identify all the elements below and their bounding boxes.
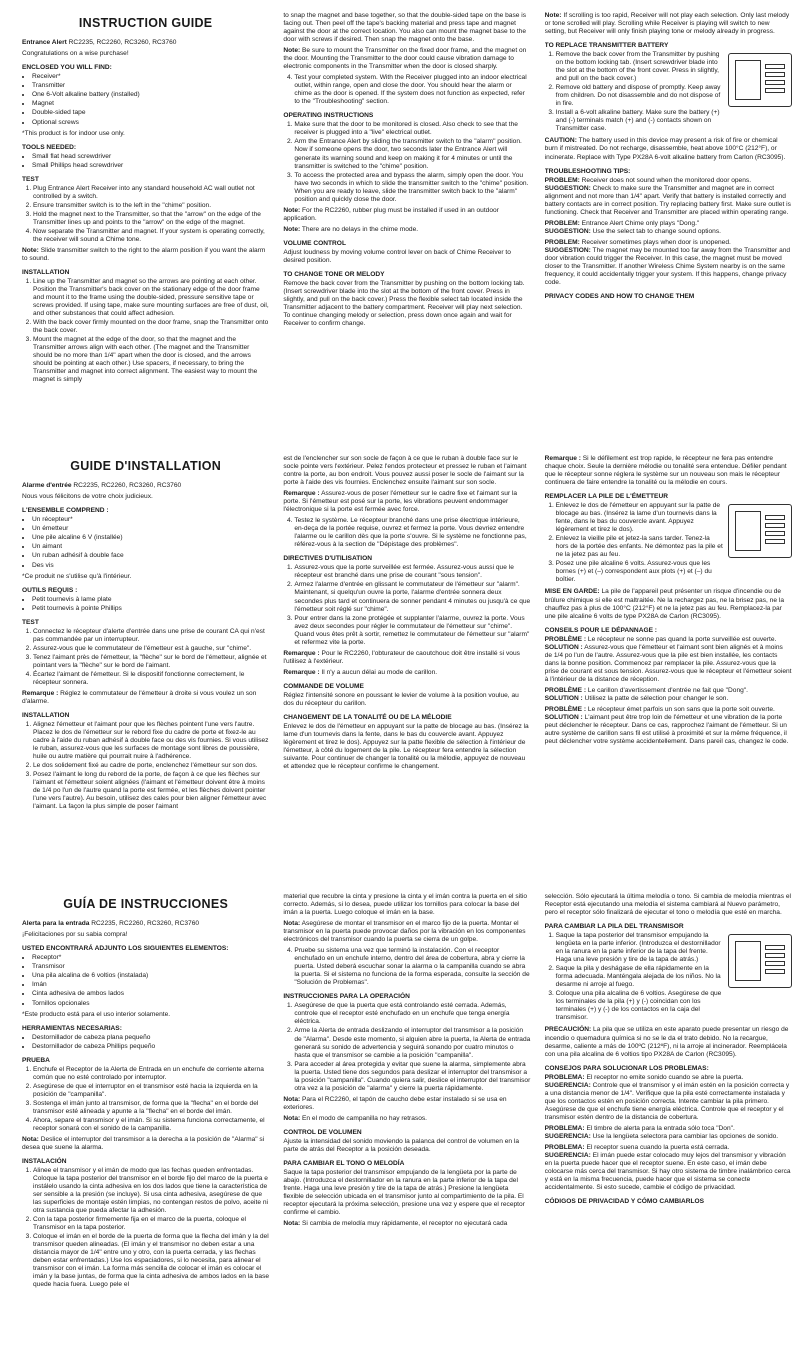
- suggestion-label: SUGERENCIA:: [544, 1151, 591, 1159]
- es-suggestion-1: Controle que el transmisor y el imán estén en la posición correcta y a una distancia menor de 1/4". Verifique que la pila esté correctamente instalada y que los contactos estén en posición correcta. Intente cambiar la pila primero. Asegúrese de que el enchufe tiene energía eléctrica. Controle que el receptor y el transmisor estén dentro de la distancia de cobertura.: [544, 1081, 790, 1121]
- fr-scroll-note: Si le défilement est trop rapide, le récepteur ne fera pas entendre chaque choix. Seule la dernière mélodie ou tonalité sera entendue. Défiler pendant que le récepteur sonne réglera le système sur un nouveau son mais le récepteur continuera de faire entendre la tonalité ou la mélodie en cours.: [544, 455, 787, 487]
- suggestion-label: SOLUTION :: [544, 643, 583, 651]
- fr-battery-list: [545, 502, 724, 585]
- list-item: 1. Saque la tapa posterior del transmisor empujando la lengüeta en la parte inferior. (Introduzca el destornillador en la ranura en la parte inferior de la tapa del frente. Haga una leve presión y tire de la tapa de atrás.): [556, 932, 724, 964]
- fr-operating-list: [283, 564, 530, 646]
- list-item: 1. Plug Entrance Alert Receiver into any standard household AC wall outlet not controlled by a switch.: [33, 185, 269, 201]
- fr-column-3: [545, 455, 792, 865]
- note-label: Note:: [283, 225, 301, 233]
- fr-indoor-note: *Ce produit ne s'utilise qu'à l'intérieur.: [22, 572, 132, 580]
- list-item: 4. Ahora, separe el transmisor y el imán. Si su sistema funciona correctamente, el receptor sonará con el sonido de la campanilla.: [33, 1117, 269, 1133]
- list-item: 1. Asegúrese de que la puerta que está controlando esté cerrada. Además, controle que el receptor esté enchufado en un enchufe que tenga energía eléctrica.: [294, 1002, 530, 1026]
- list-item: • Petit tournevis à lame plate: [32, 596, 269, 604]
- list-item: 2. Arm the Entrance Alert by sliding the transmitter switch to the "alarm" position. Now if someone opens the door, two seconds later the Entrance Alert will generate its warning sound and keep on making it for 4 minutes or until the transmitter is switched to the "chime" position.: [294, 138, 530, 170]
- en-enclosed-list: [22, 73, 269, 126]
- note-label: Nota:: [283, 1220, 301, 1228]
- en-model-numbers: RC2235, RC2260, RC3260, RC3760: [68, 39, 177, 47]
- list-item: 1. Enchufe el Receptor de la Alerta de Entrada en un enchufe de corriente alterna común que no esté controlado por interruptor.: [33, 1066, 269, 1082]
- list-item: 3. Para acceder al área protegida y evitar que suene la alarma, simplemente abra la puerta. Usted tiene dos segundos para deslizar el interruptor del transmisor a la posición "campanilla". Cuando quiera salir, deslice el interruptor del transmisor otra vez a la posición de "alarma" y cierre la puerta rápidamente.: [294, 1061, 530, 1093]
- fr-suggestion-3: L'aimant peut être trop loin de l'émetteur et une vibration de la porte peut déclencher le récepteur. Dans ce cas, rapprochez l'aimant de l'émetteur. Si un autre système de carillon sans fil est utilisé à proximité et sur la même fréquence, il peut déclencher votre système accidentellement. Dans pareil cas, changez le code.: [544, 713, 789, 745]
- es-enclosed-list: [22, 954, 269, 1007]
- list-item: 4. Pruebe su sistema una vez que terminó la instalación. Con el receptor enchufado en un enchufe interno, dentro del área de cobertura, abra y cierre la puerta. Usted deberá escuchar sonar la alarma o la campanilla cuando se abra la puerta. Si el sistema no funciona de la forma esperada, consulte la sección de "Solución de Problemas".: [294, 947, 530, 987]
- list-item: 3. Pour entrer dans la zone protégée et supplanter l'alarme, ouvrez la porte. Vous avez deux secondes pour régler le commutateur de l'émetteur sur "chime". Quand vous êtes prêt à sortir, remettez le commutateur de l'émetteur sur "alarm" et refermez vite la porte.: [294, 615, 530, 647]
- es-volume-heading: CONTROL DE VOLUMEN: [283, 1128, 362, 1136]
- note-label: Nota:: [283, 1095, 301, 1103]
- en-install-continued: to snap the magnet and base together, so that the double-sided tape on the base is facing out. Then peel off the tape's backing material and press tape and magnet against the door at the correct location. You also can mount the magnet base to the door with screws if desired. Then snap the magnet onto the base.: [283, 12, 527, 44]
- en-install-list: [22, 278, 269, 384]
- fr-problem-3: Le récepteur émet parfois un son sans que la porte soit ouverte.: [587, 705, 775, 713]
- en-install-heading: INSTALLATION: [22, 268, 70, 276]
- list-item: 3. To access the protected area and bypass the alarm, simply open the door. You have two seconds in which to slide the transmitter switch to the "chime" position. When you are ready to leave, slide the transmitter switch back to the "alarm" position and quickly close the door.: [294, 172, 530, 204]
- en-column-1: [22, 12, 269, 412]
- en-enclosed-heading: ENCLOSED YOU WILL FIND:: [22, 64, 112, 72]
- list-item: 2. Remove old battery and dispose of promptly. Keep away from children. Do not disassemble and do not dispose of in fire.: [556, 84, 724, 108]
- remark-label: Remarque :: [544, 455, 581, 462]
- en-suggestion-3: The magnet may be mounted too far away from the Transmitter and door vibration could trigger the Receiver. In this case, the magnet must be moved closer to the Transmitter. If another Wireless Chime System nearby is on the same frequency, it could accidentally trigger your system. If this happens, change privacy code.: [544, 246, 791, 286]
- fr-troubleshooting-heading: CONSEILS POUR LE DÉPANNAGE :: [544, 626, 658, 634]
- en-suggestion-2: Use the select tab to change sound options.: [592, 227, 721, 235]
- fr-column-1: [22, 455, 269, 865]
- es-indoor-note: *Este producto está para el uso interior solamente.: [22, 1010, 171, 1018]
- en-problem-1: Receiver does not sound when the monitored door opens.: [581, 176, 752, 184]
- problem-label: PROBLEM:: [544, 238, 580, 246]
- list-item: 3. Coloque el imán en el borde de la puerta de forma que la flecha del imán y la del transmisor queden alineadas. (El imán y el transmisor no deben estar a una distancia mayor de 1/4" entre uno y otro, con la puerta cerrada, y las flechas deben estar enfrentadas.) Use los espaciadores, si lo necesita, para alinear el transmisor con el imán. La forma más sencilla de colocar el imán es colocar el imán y la base juntas, de forma que la cinta adhesiva de ambos lados en la base quede hacia fuera. Luego pele el: [33, 1233, 269, 1289]
- es-install-list: [22, 1167, 269, 1289]
- list-item: 2. Ensure transmitter switch is to the left in the "chime" position.: [33, 202, 269, 210]
- problem-label: PROBLEMA:: [544, 1143, 585, 1151]
- fr-column-2: [283, 455, 530, 865]
- battery-diagram-icon: [728, 504, 792, 558]
- list-item: • Receiver*: [32, 73, 269, 81]
- en-title: INSTRUCTION GUIDE: [78, 16, 213, 30]
- suggestion-label: SUGGESTION:: [544, 227, 591, 235]
- es-enclosed-heading: USTED ENCONTRARÁ ADJUNTO LOS SIGUIENTES ELEMENTOS:: [22, 945, 229, 953]
- list-item: 1. Enlevez le dos de l'émetteur en appuyant sur la patte de blocage au bas. (Insérez la lame d'un tournevis dans la fente, dans le bas du couvercle avant. Appuyez légèrement et tirez le dos).: [556, 502, 724, 534]
- es-problem-2: El timbre de alerta para la entrada sólo toca "Don".: [586, 1124, 735, 1132]
- list-item: 1. Alinee el transmisor y el imán de modo que las fechas queden enfrentadas. Coloque la tapa posterior del transmisor en el borde fijo del marco de la puerta e instálelo usando la cinta adhesiva en los dos lados que tiene la característica de ser sensible a la presión (se incluye). Si usa cinta adhesiva, asegúrese de que las superficies de montaje estén limpias, no contengan restos de polvo, aceite ni otra sustancia que pueda afectar la adhesión.: [33, 1167, 269, 1215]
- en-test-heading: TEST: [22, 175, 39, 183]
- en-volume-heading: VOLUME CONTROL: [283, 239, 346, 247]
- fr-test-list: [22, 628, 269, 687]
- list-item: 1. Assurez-vous que la porte surveillée est fermée. Assurez-vous aussi que le récepteur est branché dans une prise de courant "sous tension".: [294, 564, 530, 580]
- caution-label: CAUTION:: [544, 137, 577, 145]
- fr-enclosed-heading: L'ENSEMBLE COMPREND :: [22, 507, 109, 515]
- fr-model-numbers: RC2235, RC2260, RC3260, RC3760: [73, 482, 182, 490]
- es-problem-3: El receptor suena cuando la puerta está cerrada.: [586, 1143, 730, 1151]
- es-install-note: Asegúrese de montar el transmisor en el marco fijo de la puerta. Montar el transmisor en la puerta puede provocar daños por la vibración en los componentes electrónicos del transmisor cuando la puerta se cierra de un golpe.: [283, 920, 526, 944]
- spanish-section: [22, 893, 792, 1355]
- es-scroll-note-continued: selección. Sólo ejecutará la última melodía o tono. Si cambia de melodía mientras el Receptor está ejecutando una melodía el sistema cambiará al Nuevo parámetro, pero el receptor sólo finalizará de ejecutar el tono o melodía que esté en marcha.: [544, 893, 791, 917]
- en-operating-heading: OPERATING INSTRUCTIONS: [283, 112, 374, 120]
- note-label: Note:: [283, 206, 301, 214]
- list-item: 2. Enlevez la vieille pile et jetez-la sans tarder. Tenez-la hors de la portée des enfants. Ne démontez pas la pile et ne la jetez pas au feu.: [556, 535, 724, 559]
- list-item: • Un récepteur*: [32, 516, 269, 524]
- fr-install-list-cont: [283, 517, 530, 549]
- list-item: • Un aimant: [32, 543, 269, 551]
- en-battery-block: [545, 51, 792, 137]
- es-model-numbers: RC2235, RC2260, RC3260, RC3760: [91, 920, 200, 928]
- list-item: • Una pila alcalina de 6 voltios (instalada): [32, 972, 269, 980]
- list-item: • Transmitter: [32, 82, 269, 90]
- en-model-label: Entrance Alert: [22, 39, 67, 47]
- es-install-continued: material que recubre la cinta y presione la cinta y el imán contra la puerta en el sitio correcto. Además, si lo desea, puede utilizar los tornillos para colocar la base del imán a la puerta. Luego coloque el imán en la base.: [283, 893, 528, 917]
- es-battery-block: [545, 932, 792, 1026]
- es-title: GUÍA DE INSTRUCCIONES: [63, 897, 229, 911]
- list-item: 2. Con la tapa posterior firmemente fija en el marco de la puerta, coloque el Transmisor en la tapa posterior.: [33, 1216, 269, 1232]
- list-item: • Destornillador de cabeza Phillips pequeño: [32, 1043, 269, 1051]
- list-item: 4. Écartez l'aimant de l'émetteur. Si le dispositif fonctionne correctement, le récepteur sonnera.: [33, 671, 269, 687]
- fr-problem-1: Le récepteur ne sonne pas quand la porte surveillée est ouverte.: [587, 635, 777, 643]
- es-tone-text: Saque la tapa posterior del transmisor empujando de la lengüeta por la parte de abajo. (Introduzca el destornillador en la ranura en la parte inferior de la tapa del frente. Haga una leve presión y tire de la tapa de atrás.) Presione la lengüeta flexible de selección ubicada en el transmisor junto al compartimiento de la pila. El receptor ejecutará la próxima selección, presione una vez y espere que el receptor confirme el cambio.: [283, 1168, 525, 1217]
- en-congrats: Congratulations on a wise purchase!: [22, 50, 129, 58]
- en-operating-note-1: For the RC2260, rubber plug must be installed if used in an outdoor application.: [283, 206, 499, 222]
- list-item: • Petit tournevis à pointe Phillips: [32, 605, 269, 613]
- list-item: • Imán: [32, 981, 269, 989]
- es-scroll-note-start: Si cambia de melodía muy rápidamente, el receptor no ejecutará cada: [302, 1220, 508, 1228]
- en-problem-3: Receiver sometimes plays when door is unopened.: [581, 238, 731, 246]
- es-test-heading: PRUEBA: [22, 1056, 50, 1064]
- fr-install-heading: INSTALLATION: [22, 711, 70, 719]
- en-install-list-cont: [283, 74, 530, 106]
- es-tone-heading: PARA CAMBIAR EL TONO O MELODÍA: [283, 1159, 405, 1167]
- list-item: • Des vis: [32, 562, 269, 570]
- fr-congrats: Nous vous félicitons de votre choix judicieux.: [22, 493, 153, 501]
- list-item: • One 6-Volt alkaline battery (installed): [32, 91, 269, 99]
- list-item: 3. Coloque una pila alcalina de 6 voltios. Asegúrese de que los terminales de la pila (+) y (-) coincidan con los terminales (+) y (-) de los contactos en la caja del transmisor.: [556, 990, 724, 1022]
- es-volume-text: Ajuste la intensidad del sonido moviendo la palanca del control de volumen en la parte de atrás del Receptor a la posición deseada.: [283, 1137, 520, 1153]
- en-column-3: [545, 12, 792, 412]
- list-item: 4. Test your completed system. With the Receiver plugged into an indoor electrical outlet, within range, open and close the door. You should hear the alarm or chime as the door is opened. If the system does not function as expected, refer to the "Troubleshooting" section.: [294, 74, 530, 106]
- list-item: • Un ruban adhésif à double face: [32, 552, 269, 560]
- fr-caution-text: La pile de l'appareil peut présenter un risque d'incendie ou de brûlure chimique si elle est maltraitée. Ne la rechargez pas, ne la brisez pas, ne la chauffez pas à plus de 100°C (212°F) et ne la jetez pas au feu. Remplacez-la par une pile alcaline 6 volts de type PX28A de Carlon (RC3095).: [544, 588, 784, 620]
- suggestion-label: SOLUTION :: [544, 713, 583, 721]
- list-item: 3. Install a 6-volt alkaline battery. Make sure the battery (+) and (-) terminals match (+) and (-) contacts shown on Transmitter case.: [556, 109, 724, 133]
- fr-install-note: Assurez-vous de poser l'émetteur sur le cadre fixe et l'aimant sur la porte. Si l'émetteur est posé sur la porte, les vibrations peuvent endommager l'électronique si la porte est fermée avec force.: [283, 490, 518, 514]
- fr-tools-list: [22, 596, 269, 613]
- problem-label: PROBLEM:: [544, 176, 580, 184]
- es-install-heading: INSTALACIÓN: [22, 1158, 67, 1165]
- list-item: 1. Alignez l'émetteur et l'aimant pour que les flèches pointent l'une vers l'autre. Placez le dos de l'émetteur sur le rebord fixe du cadre de porte et fixez-le au cadre à l'aide du ruban adhésif à double face ou des vis fournies. Si vous utilisez le ruban, assurez-vous que les surfaces de montage sont libres de poussière, huile ou autre matière qui pourrait nuire à l'adhérence.: [33, 721, 269, 761]
- suggestion-label: SOLUTION :: [544, 694, 583, 702]
- es-suggestion-2: Use la lengüeta selectora para cambiar las opciones de sonido.: [592, 1132, 779, 1140]
- caution-label: MISE EN GARDE:: [544, 588, 600, 596]
- problem-label: PROBLÈME :: [544, 705, 587, 713]
- list-item: 1. Make sure that the door to be monitored is closed. Also check to see that the receiver is plugged into a "live" electrical outlet.: [294, 121, 530, 137]
- es-caution-text: La pila que se utiliza en este aparato puede presentar un riesgo de incendio o quemadura química si no se le da el trato debido. No la recargue, desarme, caliente a más de 100ºC (212ºF), ni la arroje al incinerador. Reemplácela con una pila alcalina de 6 voltios tipo PX28A de Carlon (RC3095).: [544, 1026, 789, 1058]
- list-item: • Destornillador de cabeza plana pequeño: [32, 1034, 269, 1042]
- en-test-note: Slide transmitter switch to the right to the alarm position if you want the alarm to sound.: [22, 246, 266, 262]
- list-item: 3. Hold the magnet next to the Transmitter, so that the "arrow" on the edge of the Transmitter lines up and points to the "arrow" on the edge of the magnet.: [33, 211, 269, 227]
- list-item: 4. Now separate the Transmitter and magnet. If your system is operating correctly, the receiver will sound a Chime tone.: [33, 228, 269, 244]
- fr-test-note: Réglez le commutateur de l'émetteur à droite si vous voulez un son d'alarme.: [22, 689, 257, 705]
- es-operating-list: [283, 1002, 530, 1092]
- fr-battery-heading: REMPLACER LA PILE DE L'ÉMETTEUR: [544, 493, 668, 501]
- en-volume-text: Adjust loudness by moving volume control lever on back of Chime Receiver to desired position.: [283, 248, 511, 264]
- es-operating-note-2: En el modo de campanilla no hay retrasos.: [302, 1114, 428, 1122]
- remark-label: Remarque :: [283, 668, 320, 676]
- es-model-label: Alerta para la entrada: [22, 920, 90, 928]
- en-battery-heading: TO REPLACE TRANSMITTER BATTERY: [544, 42, 669, 50]
- en-column-2: [283, 12, 530, 412]
- es-battery-heading: PARA CAMBIAR LA PILA DEL TRANSMISOR: [544, 923, 684, 931]
- list-item: 1. Remove the back cover from the Transmitter by pushing on the bottom locking tab. (Insert screwdriver blade into the slot at the bottom of the front cover. Press in slightly, and pull on the back cover.): [556, 51, 724, 83]
- note-label: Note:: [283, 47, 301, 55]
- en-install-note: Be sure to mount the Transmitter on the fixed door frame, and the magnet on the door. Mounting the Transmitter to the door could cause vibration damage to electronic components in the Transmitter when the door is closed sharply.: [283, 47, 527, 71]
- list-item: 3. Tenez l'aimant près de l'émetteur, la "flèche" sur le bord de l'émetteur, alignée et pointant vers la "flèche" sur le bord de l'aimant.: [33, 654, 269, 670]
- en-tone-text: Remove the back cover from the Transmitter by pushing on the bottom locking tab. (Insert screwdriver blade into the slot at the bottom of the front cover. Press in slightly, and pull on the back cover.) Press the flexible select tab located inside the Transmitter adjacent to the battery compartment. Receiver will play next selection. To continue changing melody or selection, press down once again and wait for Receiver to confirm change.: [283, 279, 525, 328]
- suggestion-label: SUGERENCIA:: [544, 1132, 591, 1140]
- suggestion-label: SUGERENCIA:: [544, 1081, 591, 1089]
- list-item: • Cinta adhesiva de ambos lados: [32, 990, 269, 998]
- remark-label: Remarque :: [22, 689, 59, 697]
- note-label: Nota:: [22, 1135, 39, 1143]
- es-operating-note-1: Para el RC2260, el tapón de caucho debe estar instalado si se usa en exteriores.: [283, 1095, 507, 1111]
- list-item: • Small Phillips head screwdriver: [32, 162, 269, 170]
- list-item: 3. Posez l'aimant le long du rebord de la porte, de façon à ce que les flèches sur l'aimant et l'émetteur soient alignées (l'aimant et l'émetteur doivent être à moins de 1/4 po l'un de l'autre quand la porte est fermée, et les flèches doivent pointer l'une vers l'autre). Au besoin, utilisez des cales pour bien aligner l'émetteur avec l'aimant. La façon la plus simple de poser l'aimant: [33, 771, 269, 811]
- es-test-note: Deslice el interruptor del transmisor a la derecha a la posición de "Alarma" si desea que suene la alarma.: [22, 1135, 265, 1151]
- es-test-list: [22, 1066, 269, 1133]
- fr-battery-block: [545, 502, 792, 588]
- list-item: 2. Armez l'alarme d'entrée en glissant le commutateur de l'émetteur sur "alarm". Maintenant, si quelqu'un ouvre la porte, l'alarme d'entrée sonnera deux secondes plus tard et continuera de sonner pendant 4 minutes ou jusqu'à ce que l'émetteur soit réglé sur "chime".: [294, 581, 530, 613]
- fr-volume-heading: COMMANDE DE VOLUME: [283, 682, 364, 690]
- fr-suggestion-2: Utilisez la patte de sélection pour changer le son.: [584, 694, 729, 702]
- problem-label: PROBLÈME :: [544, 635, 587, 643]
- es-column-2: [283, 893, 530, 1355]
- es-suggestion-3: El imán puede estar colocado muy lejos del transmisor y vibración en la puerta puede hacer que el receptor suene. En este caso, el imán debe colocarse más cerca del transmisor. Si hay otro sistema de timbre inalámbrico cerca y está en la misma frecuencia, puede hacer que el sistema se conecte accidentalmente. Si esto sucede, cambie el código de privacidad.: [544, 1151, 791, 1192]
- list-item: • Double-sided tape: [32, 109, 269, 117]
- en-tools-list: [22, 153, 269, 170]
- fr-title: GUIDE D'INSTALLATION: [70, 459, 222, 473]
- fr-install-list: [22, 721, 269, 811]
- fr-operating-heading: DIRECTIVES D'UTILISATION: [283, 555, 372, 563]
- list-item: • Small flat head screwdriver: [32, 153, 269, 161]
- list-item: 2. Le dos solidement fixé au cadre de porte, enclenchez l'émetteur sur son dos.: [33, 762, 269, 770]
- fr-tools-heading: OUTILS REQUIS :: [22, 586, 78, 594]
- en-scroll-note: If scrolling is too rapid, Receiver will not play each selection. Only last melody or tone scrolled will play. Scrolling while Receiver is playing will switch to new setting, but Receiver will only finish playing tone or melody already in progress.: [544, 12, 790, 36]
- es-column-3: [545, 893, 792, 1355]
- list-item: • Un émetteur: [32, 525, 269, 533]
- fr-install-continued: est de l'enclencher sur son socle de façon à ce que le ruban à double face sur le socle pointe vers l'extérieur. Pelez l'endos protecteur et pressez le ruban et l'aimant contre la porte, au bon endroit. Vous pouvez aussi poser le socle de l'aimant sur la porte à l'aide des vis fournies. Enclenchez ensuite l'aimant sur son socle.: [283, 455, 527, 487]
- es-install-list-cont: [283, 947, 530, 987]
- list-item: 3. Posez une pile alcaline 6 volts. Assurez-vous que les bornes (+) et (–) correspondent aux plots (+) et (–) du boîtier.: [556, 560, 724, 584]
- fr-operating-note-1: Pour le RC2260, l'obturateur de caoutchouc doit être installé si vous l'utilisez à l'extérieur.: [283, 649, 520, 665]
- en-problem-2: Entrance Alert Chime only plays "Dong.": [581, 219, 700, 227]
- caution-label: PRECAUCIÓN:: [544, 1026, 592, 1034]
- note-label: Nota:: [283, 1114, 301, 1122]
- note-label: Nota:: [283, 920, 301, 928]
- english-section: [22, 12, 792, 412]
- es-privacy-heading: CÓDIGOS DE PRIVACIDAD Y CÓMO CAMBIARLOS: [544, 1198, 705, 1206]
- note-label: Note:: [22, 246, 39, 254]
- es-operating-heading: INSTRUCCIONES PARA LA OPERACIÓN: [283, 993, 410, 1001]
- en-test-list: [22, 185, 269, 244]
- en-indoor-note: *This product is for indoor use only.: [22, 129, 125, 137]
- en-suggestion-1: Check to make sure the Transmitter and magnet are in correct alignment and not more than 1/4" apart. Verify that battery is installed correctly and battery contacts are in correct position. Try replacing battery first. Make sure outlet is functioning. Check that Receiver and Transmitter are placed within operating range.: [544, 184, 791, 216]
- list-item: 2. Assurez-vous que le commutateur de l'émetteur est à gauche, sur "chime".: [33, 645, 269, 653]
- fr-volume-text: Réglez l'intensité sonore en poussant le levier de volume à la position voulue, au dos du récepteur du carillon.: [283, 691, 519, 707]
- list-item: • Receptor*: [32, 954, 269, 962]
- list-item: 2. With the back cover firmly mounted on the door frame, snap the Transmitter onto the back cover.: [33, 319, 269, 335]
- fr-suggestion-1: Assurez-vous que l'émetteur et l'aimant sont bien alignés et à moins de 1/4 po l'un de l'autre. Assurez-vous que la pile est bien installée, les contacts dans la bonne position. Commencez par remplacer la pile. Assurez-vous que la prise de courant est sous tension. Assurez-vous que le récepteur et l'émetteur soient à l'intérieur de la distance de réception.: [544, 643, 792, 683]
- list-item: 2. Saque la pila y deshágase de ella rápidamente en la forma adecuada. Manténgala alejada de los niños. No la desarme ni arroje al fuego.: [556, 965, 724, 989]
- french-section: [22, 455, 792, 865]
- list-item: 2. Asegúrese de que el interruptor en el transmisor esté hacia la izquierda en la posición de "campanilla".: [33, 1083, 269, 1099]
- fr-model-label: Alarme d'entrée: [22, 482, 72, 490]
- list-item: 4. Testez le système. Le récepteur branché dans une prise électrique intérieure, en-deça de la portée requise, ouvrez et fermez la porte. Vous devriez entendre l'alarme ou le carillon dès que la porte s'ouvre. Si le système ne fonctionne pas, référez-vous à la section de "Dépistage des problèmes".: [294, 517, 530, 549]
- list-item: 2. Arme la Alerta de entrada deslizando el interruptor del transmisor a la posición de "Alarma". Desde este momento, si alguien abre la puerta, la Alerta de entrada generará su sonido de advertencia y seguirá sonando por cuatro minutos o hasta que el transmisor se cambie a la posición "campanilla".: [294, 1027, 530, 1059]
- list-item: 1. Connectez le récepteur d'alerte d'entrée dans une prise de courant CA qui n'est pas commandée par un interrupteur.: [33, 628, 269, 644]
- suggestion-label: SUGGESTION:: [544, 184, 591, 192]
- list-item: • Tornillos opcionales: [32, 1000, 269, 1008]
- note-label: Note:: [544, 12, 562, 19]
- es-problem-1: El receptor no emite sonido cuando se abre la puerta.: [586, 1073, 744, 1081]
- list-item: • Optional screws: [32, 119, 269, 127]
- fr-tone-text: Enlevez le dos de l'émetteur en appuyant sur la patte de blocage au bas. (Insérez la lame d'un tournevis dans la fente, dans le bas du couvercle avant. Appuyez légèrement et tirez le dos). Appuyez sur la patte flexible de sélection à l'intérieur de l'émetteur, à côté du logement de la pile. Le récepteur fera entendre la sélection suivante. Pour continuer de changer la tonalité ou la mélodie, appuyez de nouveau et attendez que le récepteur confirme le changement.: [283, 722, 529, 771]
- problem-label: PROBLÈME :: [544, 686, 587, 694]
- es-troubleshooting-heading: CONSEJOS PARA SOLUCIONAR LOS PROBLEMAS:: [544, 1064, 709, 1072]
- en-tone-heading: TO CHANGE TONE OR MELODY: [283, 270, 385, 278]
- en-privacy-heading: PRIVACY CODES AND HOW TO CHANGE THEM: [544, 292, 695, 300]
- problem-label: PROBLEMA:: [544, 1124, 585, 1132]
- problem-label: PROBLEMA:: [544, 1073, 585, 1081]
- en-operating-list: [283, 121, 530, 203]
- es-column-1: [22, 893, 269, 1355]
- en-battery-list: [545, 51, 724, 134]
- list-item: 3. Sostenga el imán junto al transmisor, de forma que la "flecha" en el borde del transmisor esté alineada y apunte a la "flecha" en el borde del imán.: [33, 1100, 269, 1116]
- list-item: • Une pile alcaline 6 V (installée): [32, 534, 269, 542]
- list-item: • Transmisor: [32, 963, 269, 971]
- suggestion-label: SUGGESTION:: [544, 246, 591, 254]
- fr-test-heading: TEST: [22, 618, 39, 626]
- fr-tone-heading: CHANGEMENT DE LA TONALITÉ OU DE LA MÉLODIE: [283, 713, 452, 721]
- en-troubleshooting-heading: TROUBLESHOOTING TIPS:: [544, 167, 631, 175]
- es-tools-heading: HERRAMIENTAS NECESARIAS:: [22, 1024, 122, 1032]
- en-operating-note-2: There are no delays in the chime mode.: [301, 225, 419, 233]
- en-caution-text: The battery used in this device may present a risk of fire or chemical burn if mistreated. Do not recharge, disassemble, heat above 100°C (212°F), or incinerate. Replace with Type PX28A 6-volt alkaline battery from Carlon (RC3095).: [544, 137, 786, 161]
- es-battery-list: [545, 932, 724, 1023]
- fr-operating-note-2: Il n'y a aucun délai au mode de carillon.: [321, 668, 438, 676]
- fr-problem-2: Le carillon d'avertissement d'entrée ne fait que "Dong".: [587, 686, 748, 694]
- battery-diagram-icon: [728, 53, 792, 107]
- list-item: • Magnet: [32, 100, 269, 108]
- problem-label: PROBLEM:: [544, 219, 580, 227]
- en-tools-heading: TOOLS NEEDED:: [22, 143, 77, 151]
- es-congrats: ¡Felicitaciones por su sabia compra!: [22, 931, 128, 939]
- remark-label: Remarque :: [283, 490, 320, 498]
- list-item: 3. Mount the magnet at the edge of the door, so that the magnet and the Transmitter arrows align with each other. (The magnet and the Transmitter should be no more than 1/4" apart when the door is closed, and the arrows should be pointing at each other.) Use spacers, if necessary, to bring the Transmitter and magnet into correct alignment. The easiest way to mount the magnet is simply: [33, 336, 269, 384]
- battery-diagram-icon: [728, 934, 792, 988]
- es-tools-list: [22, 1034, 269, 1051]
- fr-enclosed-list: [22, 516, 269, 569]
- list-item: 1. Line up the Transmitter and magnet so the arrows are pointing at each other. Position the Transmitter's back cover on the stationary edge of the door frame and mount it to the frame using the double-sided, pressure sensitive tape or screws provided. If using tape, make sure mounting surfaces are free of dust, oil, and other substances that could affect adhesion.: [33, 278, 269, 318]
- remark-label: Remarque :: [283, 649, 320, 657]
